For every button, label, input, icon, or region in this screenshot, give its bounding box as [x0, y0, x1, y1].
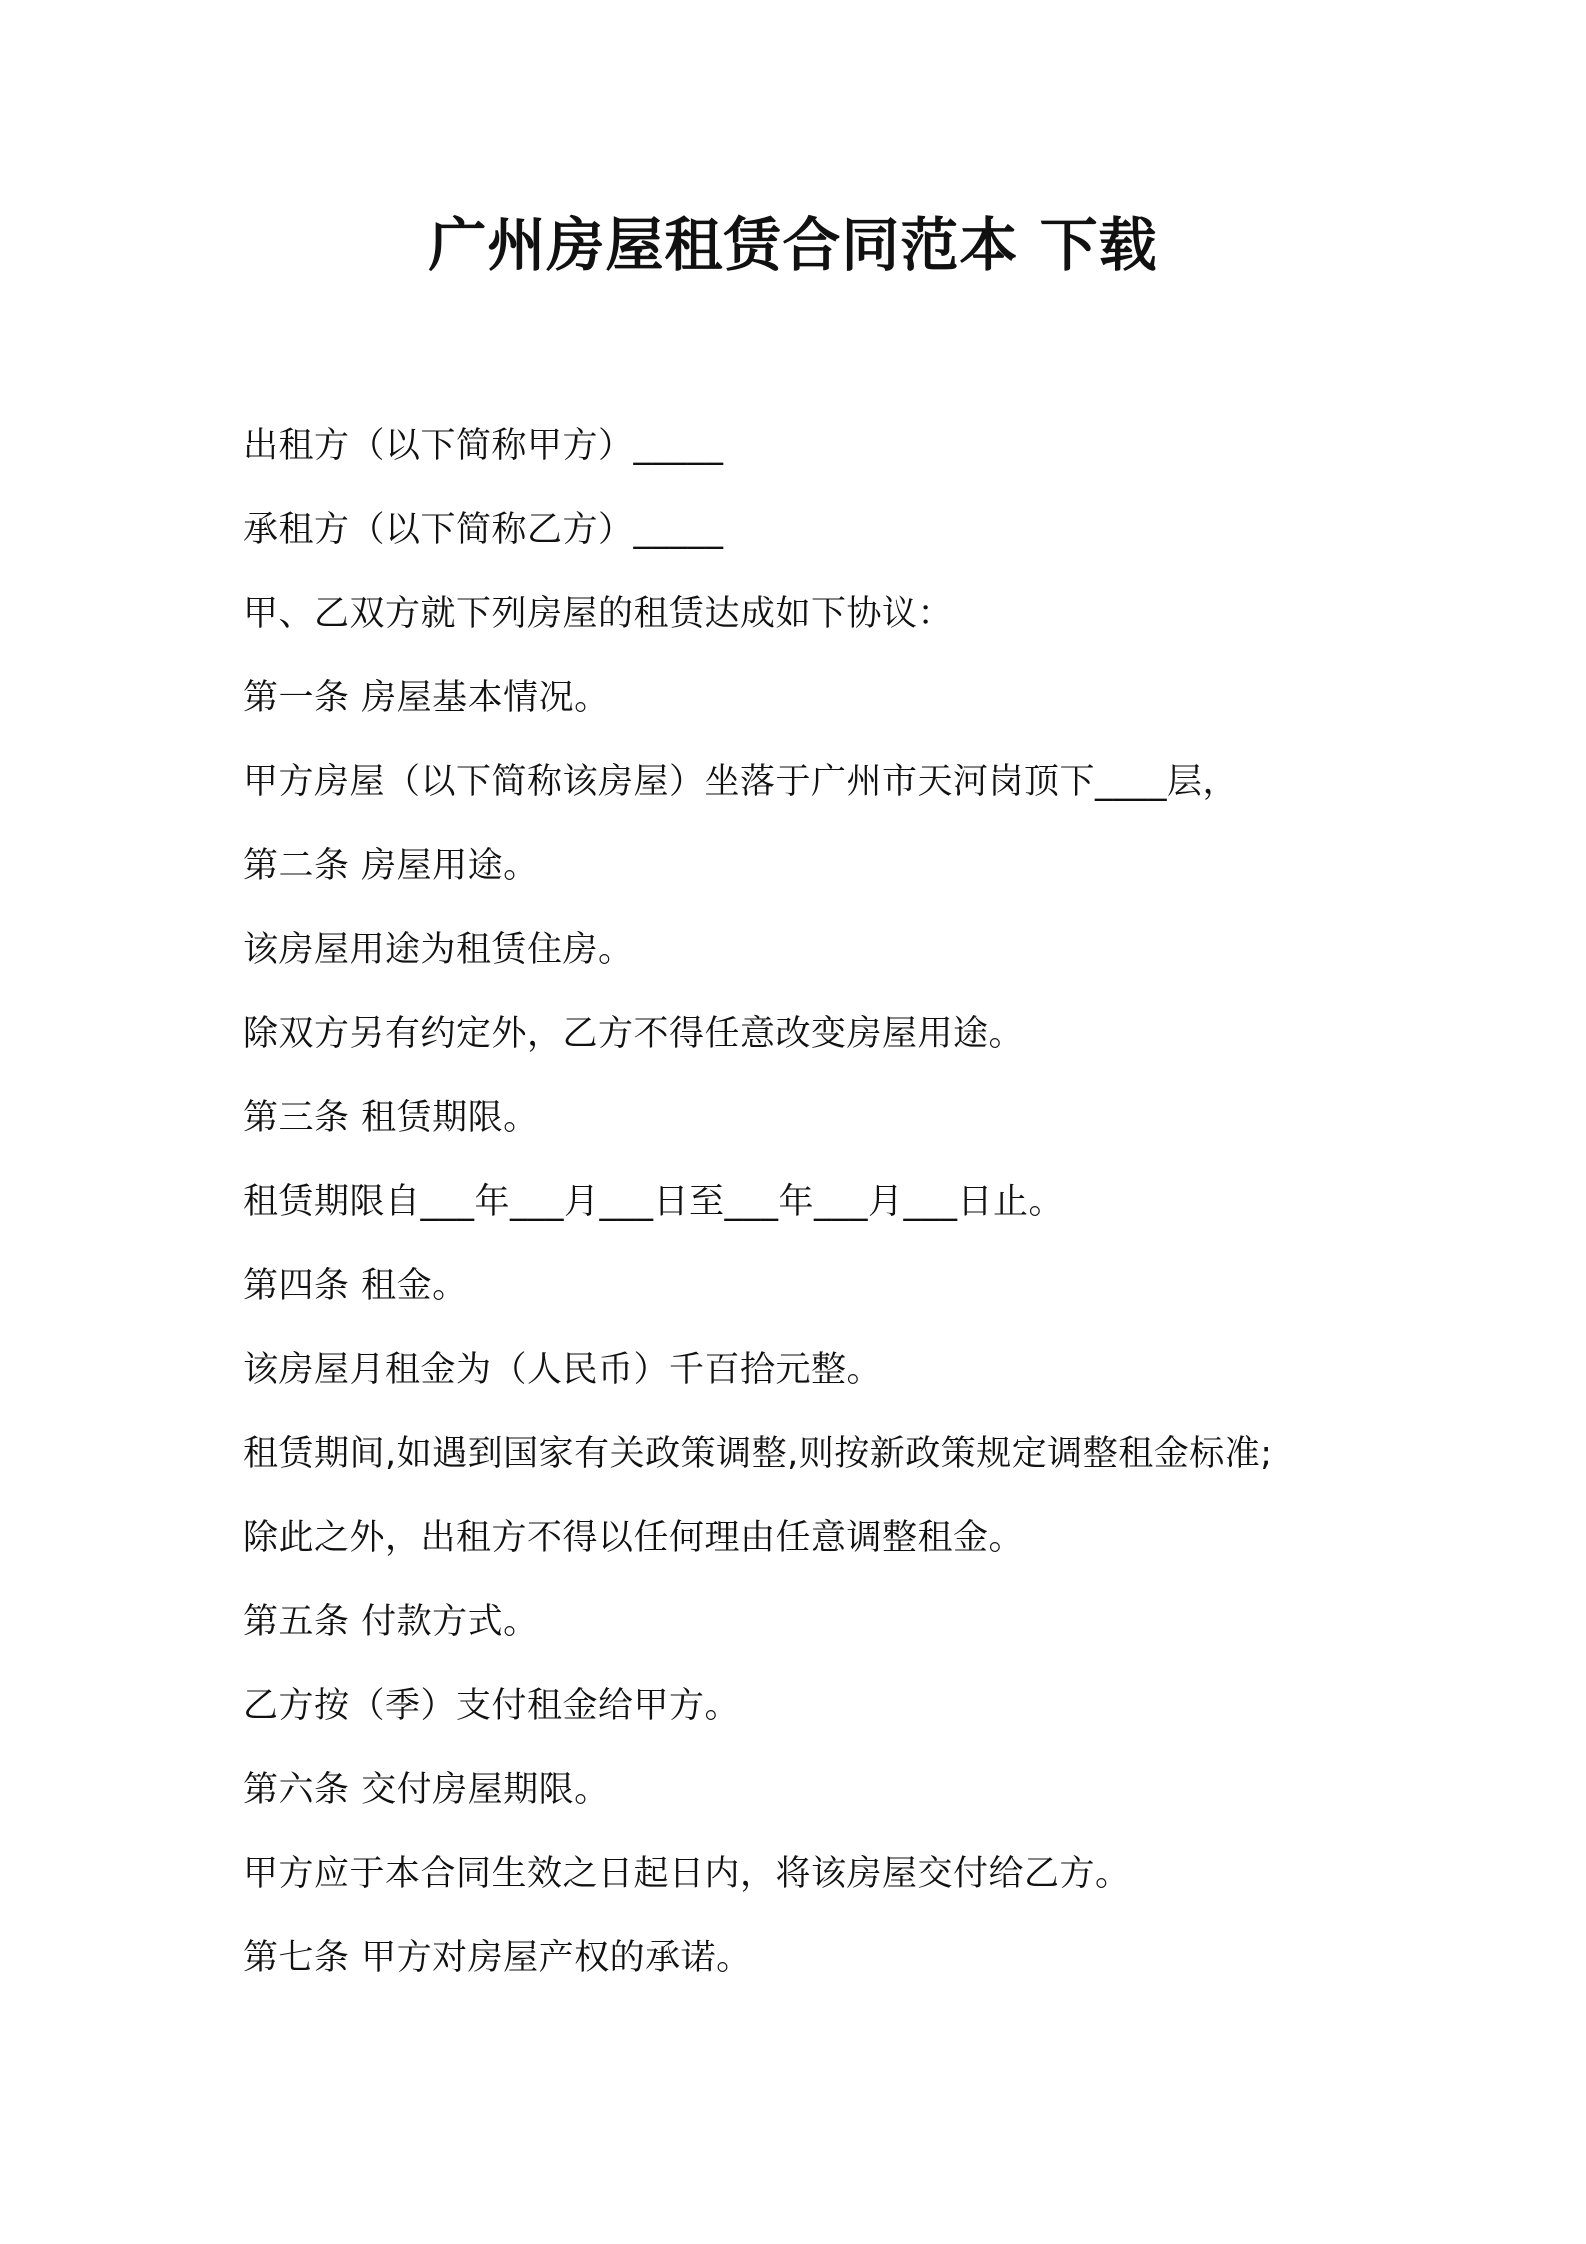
document-line: 甲、乙双方就下列房屋的租赁达成如下协议： — [243, 594, 954, 634]
document-line: 除此之外，出租方不得以任何理由任意调整租金。 — [243, 1518, 1025, 1558]
document-line: 乙方按（季）支付租金给甲方。 — [243, 1686, 741, 1726]
document-line: 除双方另有约定外，乙方不得任意改变房屋用途。 — [243, 1014, 1025, 1054]
document-line: 甲方房屋（以下简称该房屋）坐落于广州市天河岗顶下____层， — [243, 762, 1239, 802]
document-line: 租赁期限自___年___月___日至___年___月___日止。 — [243, 1182, 1065, 1222]
article-heading: 第七条 甲方对房屋产权的承诺。 — [243, 1938, 752, 1978]
article-heading: 第四条 租金。 — [243, 1266, 468, 1306]
document-line: 租赁期间,如遇到国家有关政策调整,则按新政策规定调整租金标准; — [243, 1434, 1273, 1474]
document-line: 该房屋用途为租赁住房。 — [243, 930, 634, 970]
document-title: 广州房屋租赁合同范本 下载 — [428, 211, 1158, 279]
article-heading: 第二条 房屋用途。 — [243, 846, 539, 886]
article-heading: 第六条 交付房屋期限。 — [243, 1770, 610, 1810]
document-line: 承租方（以下简称乙方）_____ — [243, 510, 724, 550]
article-heading: 第五条 付款方式。 — [243, 1602, 539, 1642]
document-line: 该房屋月租金为（人民币）千百拾元整。 — [243, 1350, 883, 1390]
document-body — [243, 404, 1483, 2000]
document-line: 甲方应于本合同生效之日起日内，将该房屋交付给乙方。 — [243, 1854, 1131, 1894]
document-line: 出租方（以下简称甲方）_____ — [243, 426, 724, 466]
article-heading: 第三条 租赁期限。 — [243, 1098, 539, 1138]
article-heading: 第一条 房屋基本情况。 — [243, 678, 610, 718]
